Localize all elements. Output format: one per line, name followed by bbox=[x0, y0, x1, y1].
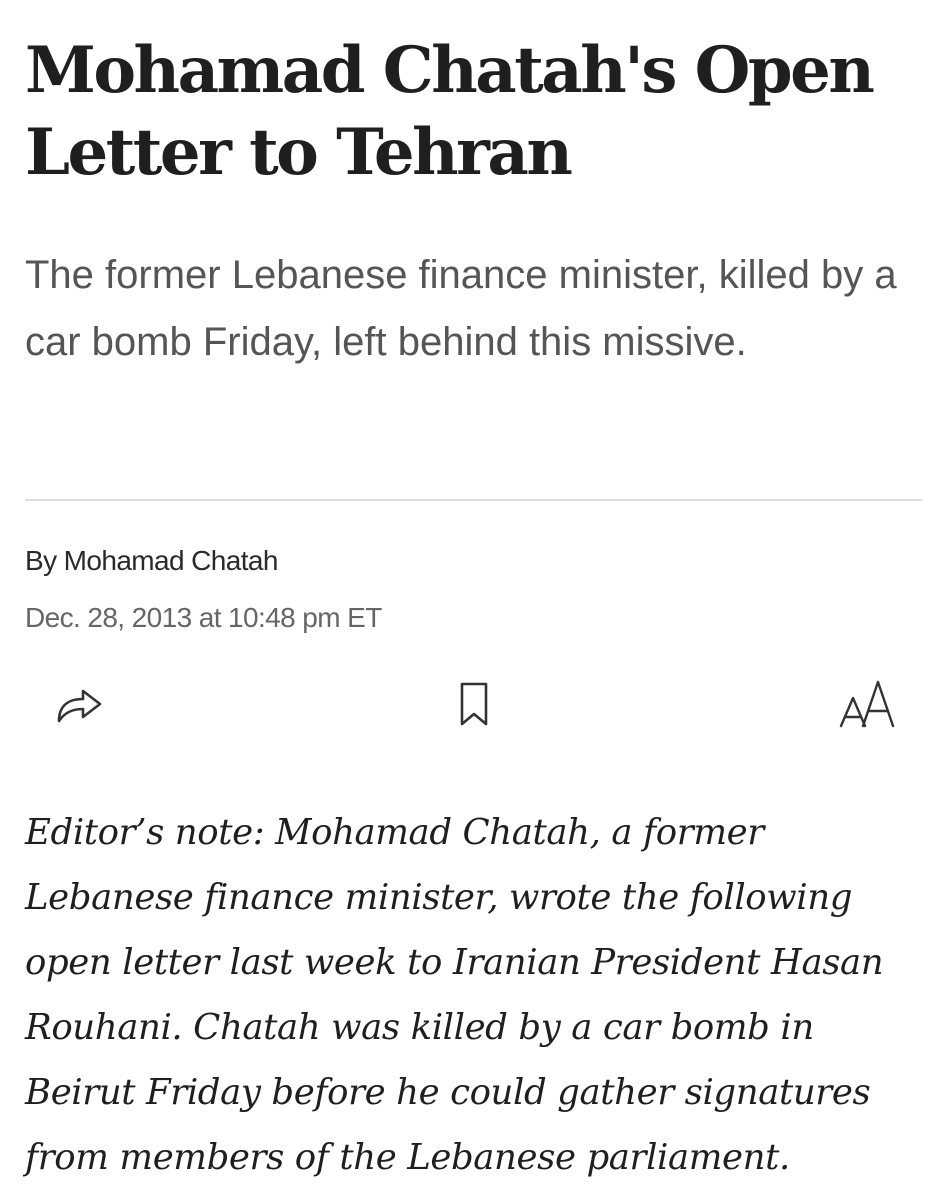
divider bbox=[25, 499, 922, 501]
text-size-icon bbox=[833, 678, 903, 730]
share-button[interactable] bbox=[53, 678, 109, 730]
bookmark-icon bbox=[459, 681, 489, 727]
byline[interactable]: By Mohamad Chatah bbox=[25, 545, 278, 576]
article-dek: The former Lebanese finance minister, killed by a car bomb Friday, left behind this missive. bbox=[25, 253, 897, 364]
text-size-button[interactable] bbox=[833, 678, 903, 730]
headline: Mohamad Chatah's Open Letter to Tehran bbox=[25, 33, 873, 190]
timestamp: Dec. 28, 2013 at 10:48 pm ET bbox=[25, 602, 382, 633]
editors-note: Editor’s note: Mohamad Chatah, a former Lebanese finance minister, wrote the following open letter last week to Iranian President Hasan Rouhani. Chatah was killed by a car bomb in Beirut Friday before he could gather signatures from members of the Lebanese parliament. bbox=[25, 812, 884, 1178]
share-arrow-icon bbox=[53, 682, 109, 726]
bookmark-button[interactable] bbox=[459, 678, 489, 730]
